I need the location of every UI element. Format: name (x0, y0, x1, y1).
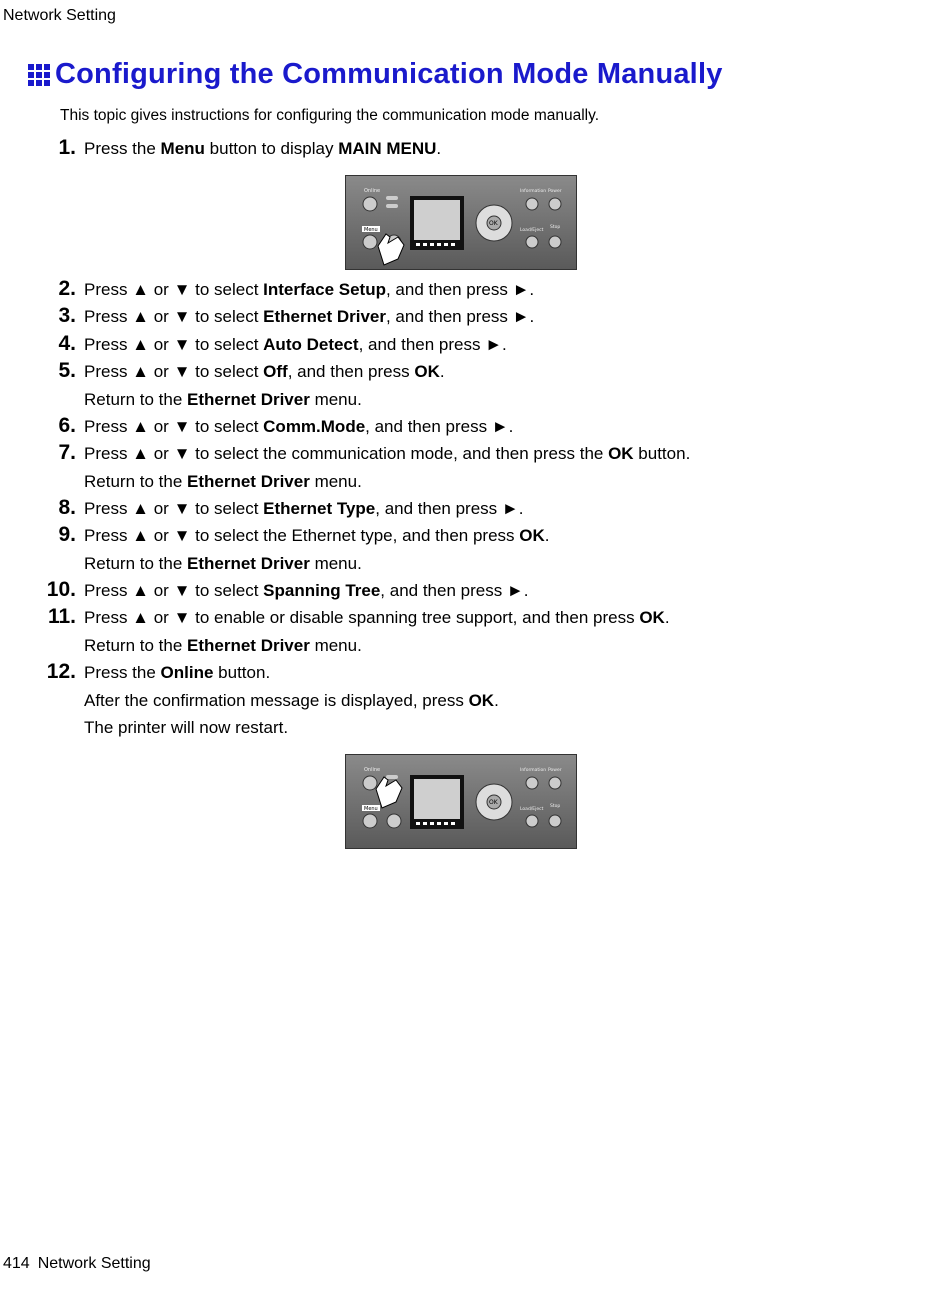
footer-section: Network Setting (37, 1255, 151, 1272)
control-panel-drawing (346, 176, 576, 269)
step-text: Press the Menu button to display MAIN MENU. (84, 139, 442, 158)
control-panel-image-menu (345, 175, 577, 270)
restart-note: The printer will now restart. (84, 718, 289, 737)
svg-text:Stop: Stop (550, 225, 561, 230)
step-text: Press ▲ or ▼ to select the Ethernet type, and then press OK. (84, 526, 550, 545)
page-footer (3, 1255, 151, 1273)
svg-text:Online: Online (364, 767, 381, 773)
svg-text:Power: Power (548, 768, 562, 773)
return-note: Return to the Ethernet Driver menu. (84, 472, 362, 491)
return-note: Return to the Ethernet Driver menu. (84, 390, 362, 409)
step-number: 12. (46, 660, 76, 683)
step-number: 4. (58, 332, 76, 355)
step-text: Press the Online button. (84, 663, 271, 682)
svg-text:OK: OK (489, 799, 498, 806)
confirm-note: After the confirmation message is displayed, press OK. (84, 691, 499, 710)
return-note: Return to the Ethernet Driver menu. (84, 636, 362, 655)
step-text: Press ▲ or ▼ to select Auto Detect, and then press ►. (84, 335, 507, 354)
step-text: Press ▲ or ▼ to select the communication mode, and then press the OK button. (84, 444, 691, 463)
intro-text: This topic gives instructions for configuring the communication mode manually. (60, 107, 600, 124)
step-number: 3. (58, 304, 76, 327)
page-header: Network Setting (3, 7, 116, 24)
page-number: 414 (3, 1255, 30, 1272)
step-number: 5. (58, 359, 76, 382)
step-number: 6. (58, 414, 76, 437)
step-number: 8. (58, 496, 76, 519)
step-text: Press ▲ or ▼ to select Ethernet Type, and then press ►. (84, 499, 524, 518)
svg-text:OK: OK (489, 220, 498, 227)
svg-text:Stop: Stop (550, 804, 561, 809)
return-note: Return to the Ethernet Driver menu. (84, 554, 362, 573)
svg-text:Load/Eject: Load/Eject (520, 228, 544, 233)
svg-text:Online: Online (364, 188, 381, 194)
step-text: Press ▲ or ▼ to select Off, and then press OK. (84, 362, 445, 381)
step-text: Press ▲ or ▼ to select Spanning Tree, and then press ►. (84, 581, 529, 600)
svg-text:Menu: Menu (364, 227, 378, 233)
svg-text:Menu: Menu (364, 806, 378, 812)
page-title: Configuring the Communication Mode Manually (55, 58, 723, 90)
step-text: Press ▲ or ▼ to enable or disable spanning tree support, and then press OK. (84, 608, 670, 627)
step-number: 7. (58, 441, 76, 464)
control-panel-image-online (345, 754, 577, 849)
svg-text:Power: Power (548, 189, 562, 194)
title-block (27, 58, 723, 91)
step-number: 1. (58, 136, 76, 159)
step-text: Press ▲ or ▼ to select Interface Setup, and then press ►. (84, 280, 535, 299)
step-number: 9. (58, 523, 76, 546)
grid-bullet-icon (27, 63, 51, 87)
step-number: 11. (47, 605, 76, 628)
step-text: Press ▲ or ▼ to select Comm.Mode, and then press ►. (84, 417, 514, 436)
control-panel-drawing (346, 755, 576, 848)
step-number: 10. (46, 578, 76, 601)
step-text: Press ▲ or ▼ to select Ethernet Driver, and then press ►. (84, 307, 535, 326)
svg-text:Information: Information (520, 189, 547, 194)
svg-text:Load/Eject: Load/Eject (520, 807, 544, 812)
step-number: 2. (58, 277, 76, 300)
svg-text:Information: Information (520, 768, 547, 773)
